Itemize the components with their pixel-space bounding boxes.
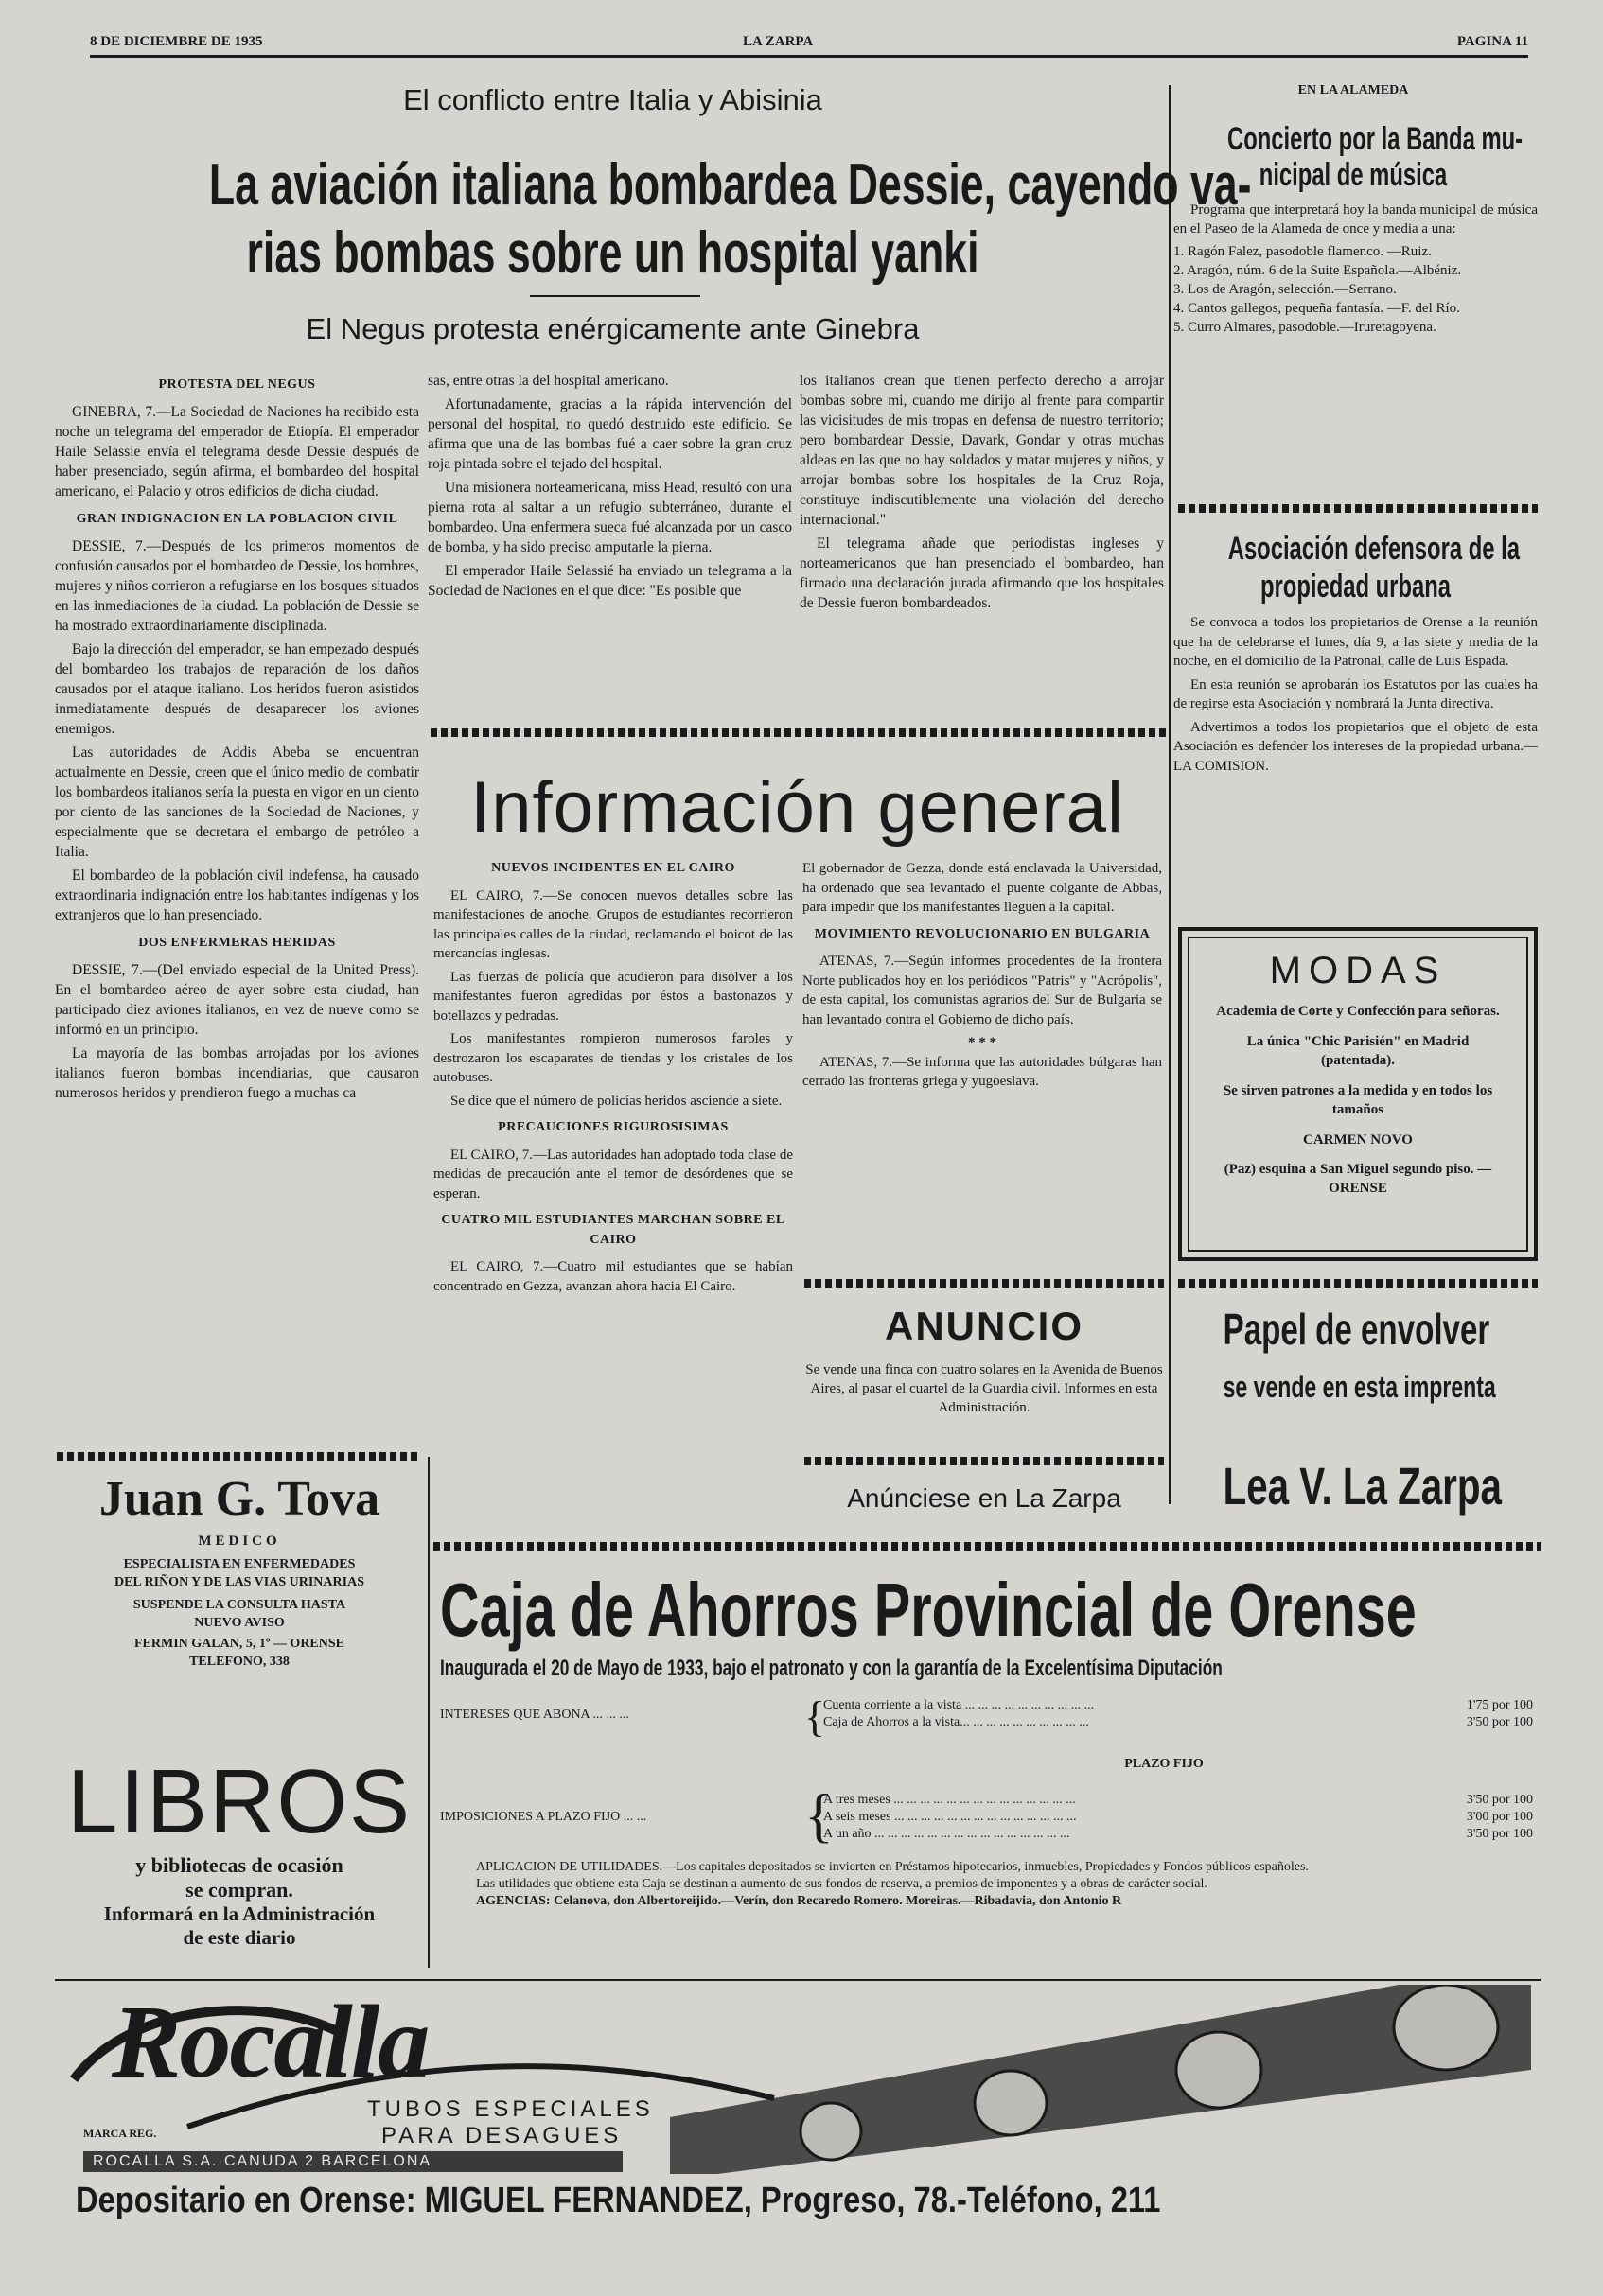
caja-imp-row-label: A tres meses ... ... ... ... ... ... ... ... ... ... ... ... ... ... — [823, 1793, 1076, 1807]
papel-sub: se vende en esta imprenta — [1223, 1370, 1496, 1404]
column-rule-left — [428, 1457, 430, 1968]
tova-line1: ESPECIALISTA EN ENFERMEDADES — [123, 1557, 356, 1571]
rocalla-company — [83, 2151, 623, 2172]
info-s3-title: CUATRO MIL ESTUDIANTES MARCHAN SOBRE EL CAIRO — [441, 1213, 785, 1247]
sec2-p4: El bombardeo de la población civil indefensa, ha causado extraordinaria indignación entre los habitantes indígenas y los extranjeros que lo han presenciado. — [55, 868, 419, 923]
modas-line3: Se sirven patrones a la medida y en todos los tamaños — [1223, 1083, 1493, 1117]
tova-line2: DEL RIÑON Y DE LAS VIAS URINARIAS — [114, 1575, 364, 1589]
modas-line1: Academia de Corte y Confección para señoras. — [1216, 1004, 1500, 1019]
modas-line5: (Paz) esquina a San Miguel segundo piso. — ORENSE — [1224, 1162, 1492, 1196]
info-c2-p1: El gobernador de Gezza, donde está enclavada la Universidad, ha ordenado que sea levantado el puente colgante de Abbas, para impedir que los manifestantes lleguen a la capital. — [802, 861, 1162, 915]
info-s4-p2: ATENAS, 7.—Se informa que las autoridades búlgaras han cerrado las fronteras griega y yugoeslava. — [802, 1054, 1162, 1089]
rocalla-line1: TUBOS ESPECIALES — [367, 2096, 654, 2122]
sec2-p3: Las autoridades de Addis Abeba se encuentran actualmente en Dessie, creen que el único medio de combatir los bombardeos italianos sería la puesta en vigor en un ciento por ciento de las sanciones de la Sociedad de Naciones, y especialmente que se decretara el embargo de petróleo a Italia. — [55, 745, 419, 860]
info-s2-title: PRECAUCIONES RIGUROSISIMAS — [498, 1120, 729, 1134]
alameda-title — [1173, 121, 1533, 193]
caja-sub: Inaugurada el 20 de Mayo de 1933, bajo el patronato y con la garantía de la Excelentísima Diputación — [440, 1656, 1223, 1681]
caja-divider — [433, 1542, 1541, 1551]
headline-divider — [530, 295, 700, 297]
caja-imp-row-rate: 3'50 por 100 — [1466, 1793, 1533, 1807]
modas-line2: La única "Chic Parisién" en Madrid (patentada). — [1246, 1034, 1470, 1068]
alameda-list — [1173, 242, 1538, 337]
anuncio-text: Se vende una finca con cuatro solares en la Avenida de Buenos Aires, al pasar el cuartel de la Guardia civil. Informes en esta Administración. — [805, 1362, 1163, 1415]
alameda-item: 5. Curro Almares, pasodoble.—Iruretagoyena. — [1173, 320, 1436, 335]
caja-imp-row-rate: 3'50 por 100 — [1466, 1827, 1533, 1841]
info-column-2 — [802, 859, 1162, 1095]
libros-title: LIBROS — [66, 1751, 413, 1852]
info-s1-title: NUEVOS INCIDENTES EN EL CAIRO — [491, 861, 735, 875]
libros-line1: y bibliotecas de ocasión — [135, 1853, 344, 1877]
header-rule — [90, 55, 1528, 58]
info-s1-p3: Los manifestantes rompieron numerosos faroles y destrozaron los escaparates de tiendas y los cristales de los autobuses. — [433, 1031, 793, 1085]
modas-title: MODAS — [1269, 950, 1447, 991]
info-title: Información general — [470, 767, 1124, 848]
conflict-column-3 — [800, 371, 1164, 617]
info-column-1 — [433, 859, 793, 1300]
asociacion-body — [1173, 613, 1538, 780]
caja-int-row-label: Caja de Ahorros a la vista... ... ... ... ... ... ... ... ... ... — [823, 1715, 1089, 1729]
alameda-divider — [1178, 504, 1538, 513]
caja-int-row-rate: 1'75 por 100 — [1466, 1698, 1533, 1712]
caja-imp-row — [823, 1810, 1533, 1825]
anuncio-title: ANUNCIO — [885, 1304, 1083, 1348]
papel-title: Papel de envolver — [1223, 1305, 1490, 1354]
caja-imp-row — [823, 1827, 1533, 1842]
caja-title: Caja de Ahorros Provincial de Orense — [440, 1568, 1417, 1652]
tova-name: Juan G. Tova — [98, 1472, 380, 1526]
alameda-item: 1. Ragón Falez, pasodoble flamenco. —Ruiz. — [1173, 244, 1432, 259]
page-header — [90, 32, 1528, 55]
col2-p4: El emperador Haile Selassié ha enviado un telegrama a la Sociedad de Naciones en el que dice: "Es posible que — [428, 563, 792, 599]
caja-int-row — [823, 1698, 1533, 1713]
caja-p3: AGENCIAS: Celanova, don Albertoreijido.—Verín, don Recaredo Romero. Moreiras.—Ribadavia, don Antonio R — [476, 1894, 1122, 1908]
libros-ad — [55, 1751, 424, 1950]
libros-line4: de este diario — [183, 1926, 296, 1949]
brace-icon: { — [804, 1692, 826, 1741]
asociacion-title-line2: propiedad urbana — [1260, 569, 1451, 605]
info-s4-p1: ATENAS, 7.—Según informes procedentes de la frontera Norte publicados hoy en los periódicos "Patris" y "Acrópolis", de esta capital, los comunistas agrarios del Sur de Bulgaria se han levantado contra el Gobierno de dicho país. — [802, 954, 1162, 1027]
asociacion-p2: En esta reunión se aprobarán los Estatutos por las cuales ha de regirse esta Asociación y nombrará la Junta directiva. — [1173, 676, 1538, 711]
sec1-title: PROTESTA DEL NEGUS — [158, 377, 316, 392]
info-stars: * * * — [968, 1035, 996, 1050]
caja-p2: Las utilidades que obtiene esta Caja se destinan a aumento de sus fondos de reserva, a premios de imponentes y a obras de carácter social. — [476, 1877, 1207, 1891]
alameda-item: 4. Cantos gallegos, pequeña fantasía. —F. del Río. — [1173, 301, 1460, 316]
alameda-intro: Programa que interpretará hoy la banda municipal de música en el Paseo de la Alameda de once y media a una: — [1173, 202, 1538, 237]
col2-p2: Afortunadamente, gracias a la rápida intervención del personal del hospital, no quedó destruido este edificio. Se afirma que una de las bombas fué a caer sobre la gran cruz roja pintada sobre el tejado del hospital. — [428, 396, 792, 472]
rocalla-brand: Rocalla — [112, 1984, 429, 2099]
info-s1-p1: EL CAIRO, 7.—Se conocen nuevos detalles sobre las manifestaciones de anoche. Grupos de estudiantes recorrieron las principales calles de la ciudad, reclamando el boicot de las mercancías inglesas. — [433, 887, 793, 961]
tova-line5: FERMIN GALAN, 5, 1º — ORENSE — [133, 1637, 345, 1651]
asociacion-p1: Se convoca a todos los propietarios de Orense a la reunión que ha de celebrarse el lunes, día 9, a las siete y media de la noche, en el domicilio de la Patronal, calle de Luis Espada. — [1173, 615, 1538, 669]
caja-p1: APLICACION DE UTILIDADES.—Los capitales depositados se invierten en Préstamos hipotecarios, inmuebles, Propiedades y Fondos públicos españoles. — [476, 1860, 1309, 1874]
sec3-p1: DESSIE, 7.—(Del enviado especial de la United Press). En el bombardeo aéreo de ayer sobre esta ciudad, han participado diez aviones italianos, en vez de nueve como se informó en un principio. — [55, 962, 419, 1038]
tova-role: MEDICO — [198, 1534, 281, 1549]
col2-p1: sas, entre otras la del hospital americano. — [428, 373, 669, 389]
rocalla-line2: PARA DESAGUES — [381, 2123, 623, 2148]
column-rule-right — [1169, 85, 1171, 1504]
rocalla-top-rule — [55, 1979, 1541, 1981]
col2-p3: Una misionera norteamericana, miss Head, resultó con una pierna rota al saltar a un refugio subterráneo, durante el bombardeo. Una enfermera sueca fué alcanzada por un casco de bomba, y ha sido preciso amputarle la pierna. — [428, 480, 792, 555]
alameda-program — [1173, 201, 1538, 337]
anuncio-footer: Anúnciese en La Zarpa — [847, 1483, 1121, 1513]
modas-ad — [1178, 927, 1538, 1261]
alameda-item: 3. Los de Aragón, selección.—Serrano. — [1173, 282, 1397, 297]
asociacion-p3: Advertimos a todos los propietarios que el objeto de esta Asociación es defender los intereses de la propiedad urbana.—LA COMISION. — [1173, 719, 1538, 774]
caja-int-row-label: Cuenta corriente a la vista ... ... ... ... ... ... ... ... ... ... — [823, 1698, 1095, 1712]
asociacion-title-line1: Asociación defensora de la — [1227, 531, 1520, 567]
caja-imp-row-rate: 3'00 por 100 — [1466, 1810, 1533, 1824]
info-s1-p4: Se dice que el número de policías heridos asciende a siete. — [450, 1093, 783, 1109]
asociacion-title — [1173, 530, 1538, 605]
tova-line3: SUSPENDE LA CONSULTA HASTA — [132, 1598, 346, 1612]
sec3-p2: La mayoría de las bombas arrojadas por los aviones italianos fueron bombas incendiarias, que causaron numerosos heridos y prendieron fuego a muchas ca — [55, 1045, 419, 1101]
alameda-kicker: EN LA ALAMEDA — [1297, 83, 1409, 97]
alameda-title-line2: nicipal de música — [1259, 157, 1448, 193]
caja-imp-row — [823, 1793, 1533, 1808]
info-top-divider — [431, 728, 1169, 737]
alameda-title-line1: Concierto por la Banda mu- — [1227, 121, 1524, 157]
info-s1-p2: Las fuerzas de policía que acudieron para disolver a los manifestantes fueron agredidas por éstos a bastonazos y botellazos y pedradas. — [433, 969, 793, 1024]
sec2-title: GRAN INDIGNACION EN LA POBLACION CIVIL — [76, 512, 398, 526]
col3-p2: El telegrama añade que periodistas ingleses y norteamericanos que han presenciado el bombardeo, han firmado una declaración jurada afirmando que los hospitales de Dessie fueron bombardeados. — [800, 535, 1164, 611]
tova-line4: NUEVO AVISO — [194, 1616, 285, 1630]
caja-int-row — [823, 1715, 1533, 1730]
header-date: 8 DE DICIEMBRE DE 1935 — [90, 34, 263, 49]
conflict-column-1 — [55, 367, 419, 1107]
sec2-p1: DESSIE, 7.—Después de los primeros momentos de confusión causados por el bombardeo de Dessie, los hombres, mujeres y niños corrieron a refugiarse en los bosques situados en las inmediaciones de la ciudad. La población de Dessie se ha mostrado extraordinariamente disciplinada. — [55, 538, 419, 634]
rocalla-reg: MARCA REG. — [83, 2127, 157, 2140]
info-s3-p1: EL CAIRO, 7.—Cuatro mil estudiantes que se habían concentrado en Gezza, avanzan ahora hacia El Cairo. — [433, 1259, 793, 1294]
sec1-p1: GINEBRA, 7.—La Sociedad de Naciones ha recibido esta noche un telegrama del emperador de Etiopía. El emperador Haile Selassie envía el telegrama desde Dessie después de haber presenciado, según afirma, el bombardeo del hospital americano, el Palacio y otros edificios de dicha ciudad. — [55, 404, 419, 500]
libros-line2: se compran. — [185, 1878, 293, 1902]
papel-divider — [1178, 1279, 1538, 1288]
col3-p1: los italianos crean que tienen perfecto derecho a arrojar bombas sobre mi, cuando me dirijo al frente para compartir las vicisitudes de mis tropas en defensa de nuestro territorio; pero bombardear Dessie, Davark, Gondar y otras muchas aldeas en las que no hay soldados y matar mujeres y niños, y arrojar bombas sobre los hospitales de la Cruz Roja, constituye indiscutiblemente una violación del derecho internacional." — [800, 373, 1164, 528]
sec3-title: DOS ENFERMERAS HERIDAS — [138, 936, 336, 950]
tova-line6: TELEFONO, 338 — [189, 1655, 290, 1669]
info-s4-title: MOVIMIENTO REVOLUCIONARIO EN BULGARIA — [814, 926, 1151, 941]
rocalla-ad — [55, 1985, 1541, 2174]
conflict-column-2 — [428, 371, 792, 605]
alameda-item: 2. Aragón, núm. 6 de la Suite Española.—Albéniz. — [1173, 263, 1462, 278]
libros-line3: Informará en la Administración — [103, 1902, 376, 1925]
brace-icon: { — [804, 1781, 834, 1849]
caja-imp-label: IMPOSICIONES A PLAZO FIJO ... ... — [440, 1810, 647, 1824]
caja-imp-row-label: A seis meses ... ... ... ... ... ... ... ... ... ... ... ... ... ... — [823, 1810, 1077, 1824]
caja-imp-row-label: A un año ... ... ... ... ... ... ... ... ... ... ... ... ... ... ... — [823, 1827, 1070, 1841]
modas-line4: CARMEN NOVO — [1303, 1132, 1413, 1148]
header-paper: LA ZARPA — [743, 34, 814, 49]
rocalla-depositario: Depositario en Orense: MIGUEL FERNANDEZ, Progreso, 78.-Teléfono, 211 — [76, 2181, 1161, 2220]
tova-ad — [55, 1471, 424, 1670]
rocalla-company-text: ROCALLA S.A. CANUDA 2 BARCELONA — [93, 2153, 432, 2169]
caja-notes — [459, 1859, 1538, 1910]
conflict-kicker: El conflicto entre Italia y Abisinia — [403, 83, 822, 116]
header-page: PAGINA 11 — [1456, 34, 1528, 49]
conflict-headline-line1: La aviación italiana bombardea Dessie, cayendo va- — [208, 152, 1252, 218]
anuncio-bottom-divider — [804, 1457, 1164, 1465]
sec2-p2: Bajo la dirección del emperador, se han empezado después del bombardeo los trabajos de reparación de los daños causados por el ataque italiano. Los heridos fueron asistidos inmediatamente después de desaparecer los aviones enemigos. — [55, 641, 419, 737]
info-s2-p1: EL CAIRO, 7.—Las autoridades han adoptado toda clase de medidas de precaución ante el temor de desórdenes que se esperan. — [433, 1147, 793, 1201]
tova-divider — [57, 1452, 421, 1461]
conflict-headline-line2: rias bombas sobre un hospital yanki — [246, 220, 979, 286]
caja-int-row-rate: 3'50 por 100 — [1466, 1715, 1533, 1729]
conflict-headline — [52, 151, 1252, 288]
caja-plazo: PLAZO FIJO — [1124, 1757, 1204, 1771]
conflict-subhead: El Negus protesta enérgicamente ante Ginebra — [306, 312, 920, 345]
anuncio-top-divider — [804, 1279, 1164, 1288]
caja-int-label: INTERESES QUE ABONA ... ... ... — [440, 1708, 629, 1722]
lea-zarpa: Lea V. La Zarpa — [1223, 1456, 1502, 1516]
